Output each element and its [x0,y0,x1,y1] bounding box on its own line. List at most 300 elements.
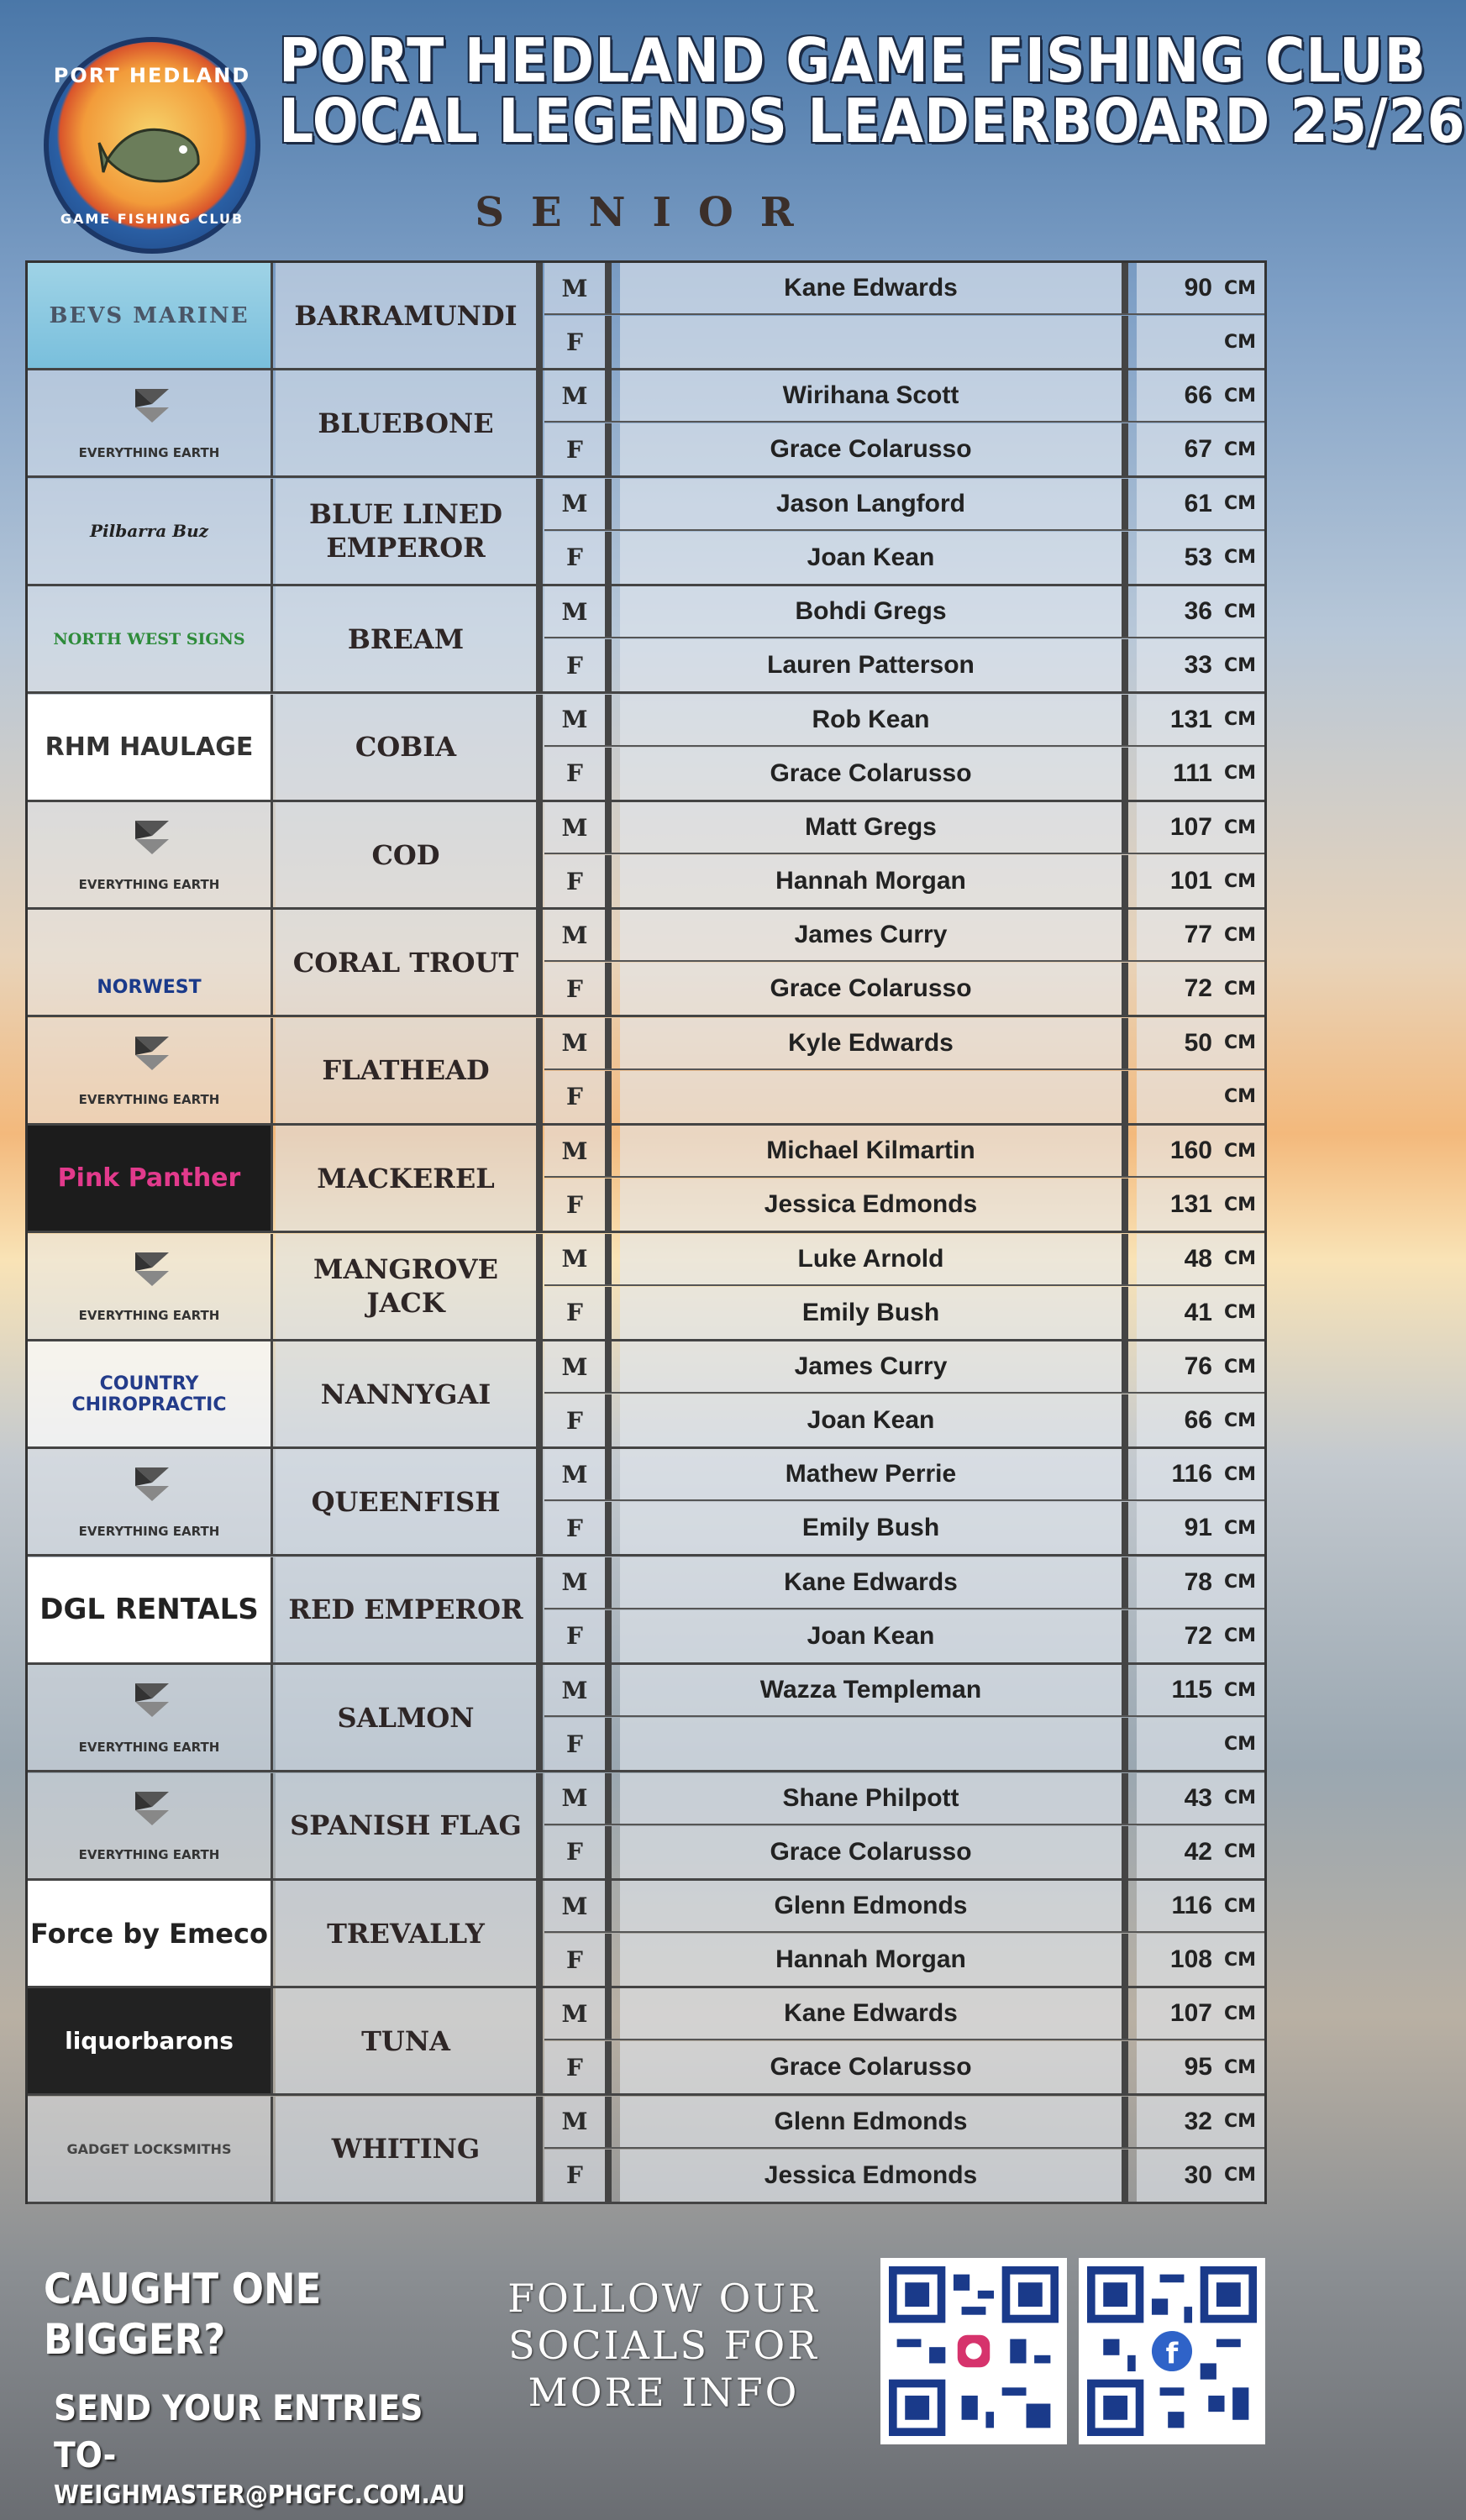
length-value [1137,1718,1264,1770]
gender-label: M [544,1234,612,1284]
length-number: 66 [1184,381,1212,410]
length-number: 48 [1184,1244,1212,1273]
sponsor-name: COUNTRY CHIROPRACTIC [71,1373,227,1415]
sponsor-name: Force by Emeco [30,1917,268,1950]
length-number: 33 [1184,651,1212,680]
male-entry [544,1881,1264,1933]
length-number: 101 [1169,867,1212,895]
species-label: BREAM [276,586,543,691]
angler-name: James Curry [620,910,1128,960]
length-value [1137,2041,1264,2093]
everything-earth-icon [127,1028,177,1079]
sponsor-logo [28,1341,273,1446]
length-number: 43 [1184,1783,1212,1812]
sponsor-logo [28,1449,273,1554]
sponsor-logo [28,910,273,1015]
female-entry [544,1934,1264,1986]
sponsor-logo [28,1018,273,1123]
sponsor-name: NORWEST [97,977,202,999]
length-number: 160 [1169,1137,1212,1165]
unit-label: CM [1223,654,1256,676]
female-entry [544,1718,1264,1770]
length-number: 36 [1184,597,1212,626]
length-number: 116 [1171,1892,1212,1919]
gender-label: F [544,855,612,907]
leaderboard-row [28,1341,1264,1449]
male-entry [544,910,1264,962]
length-value [1137,479,1264,529]
length-value [1137,1018,1264,1068]
unit-label: CM [1223,1140,1256,1162]
angler-name: Shane Philpott [620,1773,1128,1824]
length-number: 78 [1184,1567,1212,1596]
everything-earth-icon [127,1675,177,1725]
gender-label: F [544,748,612,800]
angler-name: Glenn Edmonds [620,2097,1128,2147]
length-value [1137,2097,1264,2147]
leaderboard-row [28,695,1264,802]
unit-label: CM [1223,2056,1256,2078]
gender-label: F [544,316,612,368]
gender-label: M [544,1988,612,2039]
everything-earth-icon [127,1244,177,1294]
unit-label: CM [1223,385,1256,407]
sponsor-name: DGL RENTALS [39,1593,259,1627]
species-label: TREVALLY [276,1881,543,1986]
gender-label: M [544,1773,612,1824]
male-entry [544,695,1264,747]
angler-name: Kane Edwards [620,1557,1128,1608]
length-value [1137,1557,1264,1608]
footer-entries [44,2264,464,2512]
length-number: 116 [1171,1460,1212,1488]
female-entry [544,532,1264,584]
unit-label: CM [1223,1463,1256,1485]
female-entry [544,1502,1264,1554]
gender-label: F [544,639,612,691]
leaderboard-row [28,2097,1264,2204]
unit-label: CM [1223,1194,1256,1215]
unit-label: CM [1223,1895,1256,1917]
length-value [1137,1610,1264,1662]
angler-name: Matt Gregs [620,802,1128,853]
sponsor-name: EVERYTHING EARTH [78,1739,220,1755]
angler-name [620,1071,1128,1123]
fish-icon [99,101,208,202]
length-number: 50 [1184,1028,1212,1057]
sponsor-logo [28,1557,273,1662]
angler-name: Rob Kean [620,695,1128,745]
length-value [1137,1394,1264,1446]
gender-label: F [544,532,612,584]
title-line-2: LOCAL LEGENDS LEADERBOARD 25/26 [279,86,1466,156]
angler-name: Hannah Morgan [620,1934,1128,1986]
female-entry [544,1394,1264,1446]
gender-label: F [544,1718,612,1770]
length-value [1137,855,1264,907]
length-number: 61 [1184,489,1212,517]
angler-name: Jason Langford [620,479,1128,529]
leaderboard-row [28,1665,1264,1772]
male-entry [544,1665,1264,1717]
species-label: NANNYGAI [276,1341,543,1446]
length-value [1137,2150,1264,2202]
sponsor-logo [28,802,273,907]
leaderboard-row [28,910,1264,1017]
gender-label: M [544,1557,612,1608]
unit-label: CM [1223,601,1256,622]
unit-label: CM [1223,1248,1256,1270]
sponsor-name: EVERYTHING EARTH [78,1847,220,1863]
angler-name: Wazza Templeman [620,1665,1128,1715]
gender-label: F [544,2150,612,2202]
leaderboard-row [28,586,1264,694]
sponsor-logo [28,1881,273,1986]
unit-label: CM [1223,2111,1256,2133]
gender-label: F [544,1610,612,1662]
male-entry [544,586,1264,638]
unit-label: CM [1223,1841,1256,1863]
sponsor-name: NORTH WEST SIGNS [53,629,245,648]
sponsor-logo [28,1773,273,1878]
page-title [279,25,1466,156]
unit-label: CM [1223,493,1256,515]
length-value [1137,586,1264,637]
length-number: 76 [1184,1352,1212,1380]
angler-name: Emily Bush [620,1287,1128,1339]
sponsor-logo [28,2097,273,2202]
length-number: 95 [1184,2053,1212,2082]
gender-label: F [544,1287,612,1339]
species-label: CORAL TROUT [276,910,543,1015]
length-number: 53 [1184,543,1212,571]
unit-label: CM [1223,870,1256,892]
gender-label: M [544,802,612,853]
angler-name: Grace Colarusso [620,2041,1128,2093]
sponsor-logo [28,1234,273,1339]
species-label: WHITING [276,2097,543,2202]
length-value [1137,1773,1264,1824]
species-label: SALMON [276,1665,543,1770]
leaderboard-row [28,1988,1264,2096]
angler-name: Jessica Edmonds [620,2150,1128,2202]
gender-label: M [544,586,612,637]
female-entry [544,423,1264,475]
angler-name: Emily Bush [620,1502,1128,1554]
length-number: 30 [1184,2160,1212,2189]
angler-name: Mathew Perrie [620,1449,1128,1499]
species-label: MACKEREL [276,1126,543,1231]
length-number: 108 [1169,1945,1212,1973]
length-number: 131 [1169,705,1212,733]
unit-label: CM [1223,763,1256,785]
length-value [1137,910,1264,960]
sponsor-name: BEVS MARINE [49,302,250,328]
male-entry [544,802,1264,854]
length-value [1137,1826,1264,1878]
gender-label: F [544,963,612,1015]
email-link[interactable]: WEIGHMASTER@PHGFC.COM.AU [54,2481,465,2510]
angler-name: Luke Arnold [620,1234,1128,1284]
gender-label: M [544,370,612,421]
sponsor-logo [28,1988,273,2093]
angler-name [620,316,1128,368]
length-value [1137,1502,1264,1554]
unit-label: CM [1223,978,1256,1000]
gender-label: F [544,2041,612,2093]
unit-label: CM [1223,1572,1256,1593]
length-number: 77 [1184,921,1212,949]
female-entry [544,639,1264,691]
logo-top-text: PORT HEDLAND [53,64,251,87]
female-entry [544,1179,1264,1231]
male-entry [544,479,1264,531]
unit-label: CM [1223,1788,1256,1809]
unit-label: CM [1223,1356,1256,1378]
length-value [1137,695,1264,745]
gender-label: M [544,479,612,529]
length-number: 91 [1184,1514,1212,1542]
leaderboard-row [28,1881,1264,1988]
section-label: SENIOR [475,189,821,236]
male-entry [544,1234,1264,1286]
unit-label: CM [1223,1625,1256,1647]
gender-label: F [544,1179,612,1231]
leaderboard-row [28,1234,1264,1341]
male-entry [544,1126,1264,1178]
unit-label: CM [1223,816,1256,838]
length-value [1137,1234,1264,1284]
length-number: 131 [1169,1190,1212,1219]
length-number: 67 [1184,435,1212,464]
length-value [1137,963,1264,1015]
length-value [1137,1449,1264,1499]
male-entry [544,1018,1264,1070]
angler-name: Bohdi Gregs [620,586,1128,637]
angler-name: Wirihana Scott [620,370,1128,421]
leaderboard-row [28,802,1264,910]
gender-label: M [544,1018,612,1068]
length-value [1137,802,1264,853]
length-value [1137,532,1264,584]
length-number: 107 [1169,1999,1212,2028]
angler-name: Glenn Edmonds [620,1881,1128,1931]
unit-label: CM [1223,277,1256,299]
female-entry [544,748,1264,800]
unit-label: CM [1223,1302,1256,1324]
female-entry [544,316,1264,368]
sponsor-name: EVERYTHING EARTH [78,1308,220,1324]
sponsor-logo [28,479,273,584]
facebook-qr-code[interactable] [1079,2258,1265,2444]
unit-label: CM [1223,709,1256,731]
species-label: BARRAMUNDI [276,263,543,368]
length-value [1137,1179,1264,1231]
leaderboard-row [28,1018,1264,1126]
title-line-1: PORT HEDLAND GAME FISHING CLUB [279,25,1427,96]
length-value [1137,1341,1264,1392]
unit-label: CM [1223,331,1256,353]
sponsor-logo [28,1126,273,1231]
angler-name [620,1718,1128,1770]
length-number: 42 [1184,1837,1212,1866]
gender-label: F [544,1826,612,1878]
species-label: TUNA [276,1988,543,2093]
gender-label: F [544,1502,612,1554]
female-entry [544,1826,1264,1878]
sponsor-name: Pilbarra Buz [90,521,208,542]
angler-name: Joan Kean [620,532,1128,584]
gender-label: M [544,2097,612,2147]
send-heading: SEND YOUR ENTRIES TO- [54,2387,423,2475]
everything-earth-icon [127,1783,177,1834]
angler-name: Grace Colarusso [620,423,1128,475]
length-value [1137,263,1264,313]
sponsor-name: RHM HAULAGE [45,732,254,762]
logo-bottom-text: GAME FISHING CLUB [60,211,244,227]
female-entry [544,855,1264,907]
unit-label: CM [1223,1086,1256,1108]
leaderboard-row [28,1557,1264,1665]
species-label: SPANISH FLAG [276,1773,543,1878]
species-label: COD [276,802,543,907]
sponsor-name: EVERYTHING EARTH [78,444,220,460]
length-value [1137,1934,1264,1986]
unit-label: CM [1223,924,1256,946]
gender-label: M [544,1449,612,1499]
female-entry [544,963,1264,1015]
species-label: FLATHEAD [276,1018,543,1123]
length-number: 66 [1184,1406,1212,1434]
gender-label: F [544,423,612,475]
sponsor-logo [28,263,273,368]
unit-label: CM [1223,1517,1256,1539]
leaderboard-row [28,1126,1264,1233]
everything-earth-icon [127,1459,177,1509]
sponsor-name: Pink Panther [57,1163,241,1194]
length-value [1137,370,1264,421]
unit-label: CM [1223,438,1256,460]
female-entry [544,1071,1264,1123]
length-number: 111 [1173,759,1212,787]
angler-name: Grace Colarusso [620,963,1128,1015]
svg-text:f: f [1165,2337,1179,2370]
male-entry [544,1341,1264,1394]
length-number: 107 [1169,813,1212,841]
length-number: 41 [1184,1298,1212,1326]
unit-label: CM [1223,2165,1256,2187]
unit-label: CM [1223,1032,1256,1054]
unit-label: CM [1223,1410,1256,1431]
unit-label: CM [1223,1949,1256,1971]
female-entry [544,1610,1264,1662]
everything-earth-icon [127,812,177,863]
unit-label: CM [1223,2003,1256,2024]
leaderboard-row [28,1773,1264,1881]
leaderboard [25,260,1267,2204]
instagram-qr-code[interactable] [880,2258,1067,2444]
leaderboard-row [28,479,1264,586]
sponsor-logo [28,695,273,800]
follow-text: FOLLOW OUR SOCIALS FOR MORE INFO [507,2276,820,2415]
gender-label: M [544,910,612,960]
unit-label: CM [1223,547,1256,569]
sponsor-name: EVERYTHING EARTH [78,876,220,892]
length-number: 115 [1171,1676,1212,1704]
length-value [1137,1881,1264,1931]
leaderboard-row [28,370,1264,478]
unit-label: CM [1223,1679,1256,1701]
length-value [1137,1287,1264,1339]
female-entry [544,1287,1264,1339]
male-entry [544,370,1264,423]
angler-name: Grace Colarusso [620,1826,1128,1878]
angler-name: Kyle Edwards [620,1018,1128,1068]
leaderboard-row [28,1449,1264,1557]
sponsor-name: GADGET LOCKSMITHS [66,2140,232,2157]
length-number: 32 [1184,2107,1212,2135]
angler-name: Jessica Edmonds [620,1179,1128,1231]
angler-name: Grace Colarusso [620,748,1128,800]
angler-name: Michael Kilmartin [620,1126,1128,1176]
qr-icon [889,2266,1059,2436]
length-value [1137,748,1264,800]
angler-name: Joan Kean [620,1394,1128,1446]
gender-label: M [544,1341,612,1392]
species-label: COBIA [276,695,543,800]
species-label: RED EMPEROR [276,1557,543,1662]
angler-name: Joan Kean [620,1610,1128,1662]
female-entry [544,2041,1264,2093]
angler-name: Hannah Morgan [620,855,1128,907]
caught-heading: CAUGHT ONE BIGGER? [44,2265,322,2364]
sponsor-name: EVERYTHING EARTH [78,1092,220,1108]
species-label: MANGROVE JACK [276,1234,543,1339]
male-entry [544,2097,1264,2149]
sponsor-logo [28,586,273,691]
gender-label: M [544,1881,612,1931]
gender-label: F [544,1071,612,1123]
sponsor-logo [28,1665,273,1770]
length-value [1137,1988,1264,2039]
unit-label: CM [1223,1733,1256,1755]
length-value [1137,316,1264,368]
length-number: 90 [1184,274,1212,302]
gender-label: M [544,263,612,313]
sponsor-name: liquorbarons [65,2027,234,2055]
angler-name: Kane Edwards [620,1988,1128,2039]
species-label: BLUE LINED EMPEROR [276,479,543,584]
gender-label: M [544,1126,612,1176]
length-value [1137,1665,1264,1715]
gender-label: F [544,1394,612,1446]
length-value [1137,1071,1264,1123]
male-entry [544,1557,1264,1609]
qr-icon [1087,2266,1257,2436]
species-label: QUEENFISH [276,1449,543,1554]
male-entry [544,1988,1264,2040]
male-entry [544,1773,1264,1825]
sponsor-name: EVERYTHING EARTH [78,1523,220,1539]
leaderboard-row [28,263,1264,370]
sponsor-logo [28,370,273,475]
everything-earth-icon [127,381,177,431]
length-number: 72 [1184,974,1212,1003]
angler-name: Lauren Patterson [620,639,1128,691]
angler-name: Kane Edwards [620,263,1128,313]
length-number: 72 [1184,1621,1212,1650]
male-entry [544,1449,1264,1501]
